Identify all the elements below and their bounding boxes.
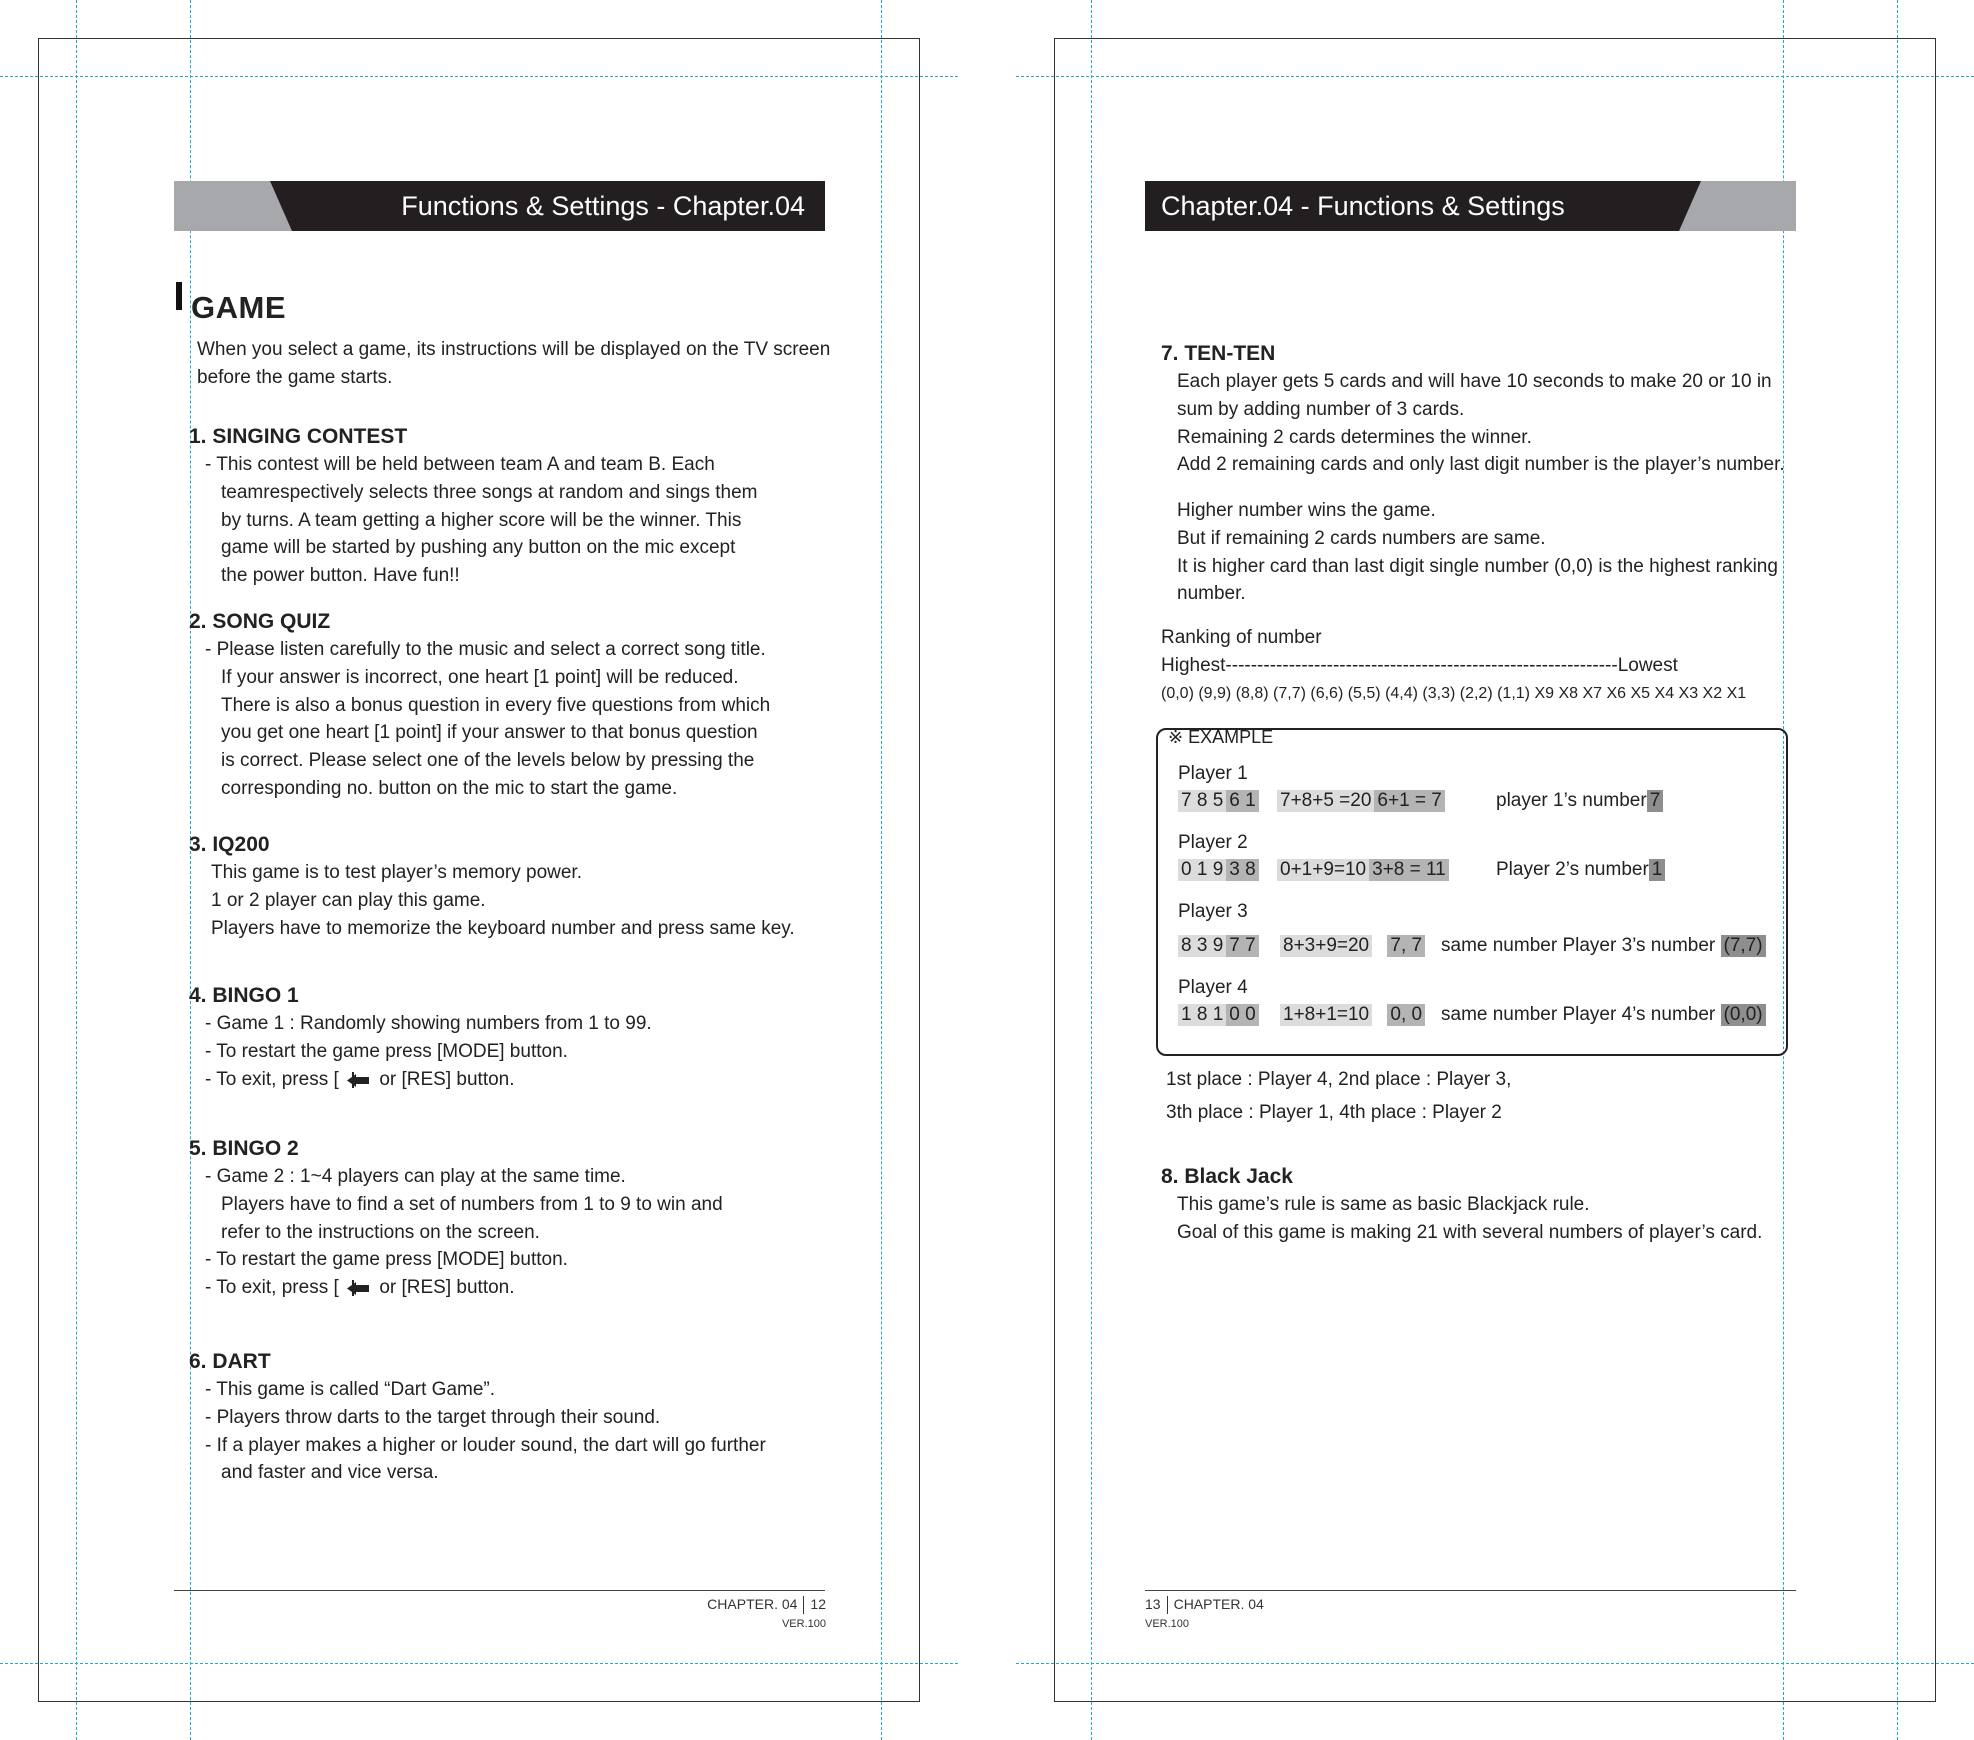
player-3-result: same number Player 3’s number (7,7)	[1441, 935, 1766, 957]
singing-contest-section: 1. SINGING CONTEST - This contest will be held between team A and team B. Each teamrespectively selects three songs at random and sings them by turns. A team getting a higher score will be the winner. This game will be started by pushing any button on the mic except the power button. Have fun!!	[189, 425, 758, 587]
player-2-sums: 0+1+9=10 3+8 = 11	[1277, 859, 1449, 881]
section-marker	[176, 282, 182, 310]
ranking-of-number: Ranking of number Highest--------------------------------------------------------------Lowest (0,0) (9,9) (8,8) (7,7) (6,6) (5,5) (4,4) (3,3) (2,2) (1,1) X9 X8 X7 X6 X5 X4 X3 X2 X1	[1161, 627, 1747, 702]
player-4-cards: 1 8 1 0 0	[1178, 1004, 1259, 1026]
left-footer: CHAPTER. 04 12	[707, 1596, 826, 1614]
song-quiz-section: 2. SONG QUIZ - Please listen carefully to the music and select a correct song title. If your answer is incorrect, one heart [1 point] will be reduced. There is also a bonus question in every five questions from which you get one heart [1 point] if your answer to that bonus question is correct. Please select one of the levels below by pressing the corresponding no. button on the mic to start the game.	[189, 610, 771, 799]
player-1-cards: 7 8 5 6 1	[1178, 790, 1259, 812]
player-3-name: Player 3	[1178, 901, 1248, 922]
ten-ten-section: 7. TEN-TEN Each player gets 5 cards and will have 10 seconds to make 20 or 10 in sum by adding number of 3 cards. Remaining 2 cards determines the winner. Add 2 remaining cards and only last digit number is the player’s number.	[1161, 342, 1785, 476]
left-header-banner	[174, 181, 825, 231]
player-4-name: Player 4	[1178, 977, 1248, 998]
left-footer-rule	[174, 1590, 825, 1591]
player-2-result: Player 2’s number 1	[1496, 859, 1665, 881]
back-key-icon	[344, 1279, 374, 1297]
right-header-banner	[1145, 181, 1796, 231]
right-footer: 13 CHAPTER. 04	[1145, 1596, 1264, 1614]
bingo1-section: 4. BINGO 1 - Game 1 : Randomly showing numbers from 1 to 99. - To restart the game press [MODE] button. - To exit, press [ or [RES] button.	[189, 984, 652, 1090]
left-footer-version: VER.100	[781, 1618, 826, 1630]
player-2-cards: 0 1 9 3 8	[1178, 859, 1259, 881]
dart-section: 6. DART - This game is called “Dart Game”. - Players throw darts to the target through their sound. - If a player makes a higher or louder sound, the dart will go further and faster and vice versa.	[189, 1350, 766, 1484]
intro-text: When you select a game, its instructions will be displayed on the TV screen before the game starts.	[197, 339, 831, 388]
back-key-icon	[344, 1071, 374, 1089]
bingo2-section: 5. BINGO 2 - Game 2 : 1~4 players can play at the same time. Players have to find a set of numbers from 1 to 9 to win and refer to the instructions on the screen. - To restart the game press [MODE] button. - To exit, press [ or [RES] button.	[189, 1137, 723, 1299]
player-1-name: Player 1	[1178, 763, 1248, 784]
player-4-result: same number Player 4’s number (0,0)	[1441, 1004, 1766, 1026]
player-2-name: Player 2	[1178, 832, 1248, 853]
iq200-section: 3. IQ200 This game is to test player’s memory power. 1 or 2 player can play this game. Players have to memorize the keyboard number and press same key.	[189, 833, 795, 939]
example-results: 1st place : Player 4, 2nd place : Player 3, 3th place : Player 1, 4th place : Player 2	[1166, 1069, 1512, 1123]
right-footer-rule	[1145, 1590, 1796, 1591]
player-3-cards: 8 3 9 7 7	[1178, 935, 1259, 957]
left-header-title: Functions & Settings - Chapter.04	[401, 191, 805, 221]
player-1-sums: 7+8+5 =20 6+1 = 7	[1277, 790, 1445, 812]
player-1-result: player 1’s number 7	[1496, 790, 1663, 812]
player-3-sums: 8+3+9=20 7, 7	[1280, 935, 1425, 957]
example-label: ※ EXAMPLE	[1168, 727, 1274, 747]
player-4-sums: 1+8+1=10 0, 0	[1280, 1004, 1425, 1026]
black-jack-section: 8. Black Jack This game’s rule is same as basic Blackjack rule. Goal of this game is making 21 with several numbers of player’s card.	[1161, 1165, 1763, 1243]
right-footer-version: VER.100	[1145, 1618, 1190, 1630]
section-title: GAME	[191, 290, 286, 325]
ten-ten-rules: Higher number wins the game. But if remaining 2 cards numbers are same. It is higher card than last digit single number (0,0) is the highest ranking number.	[1177, 500, 1778, 605]
right-header-title: Chapter.04 - Functions & Settings	[1161, 191, 1565, 221]
